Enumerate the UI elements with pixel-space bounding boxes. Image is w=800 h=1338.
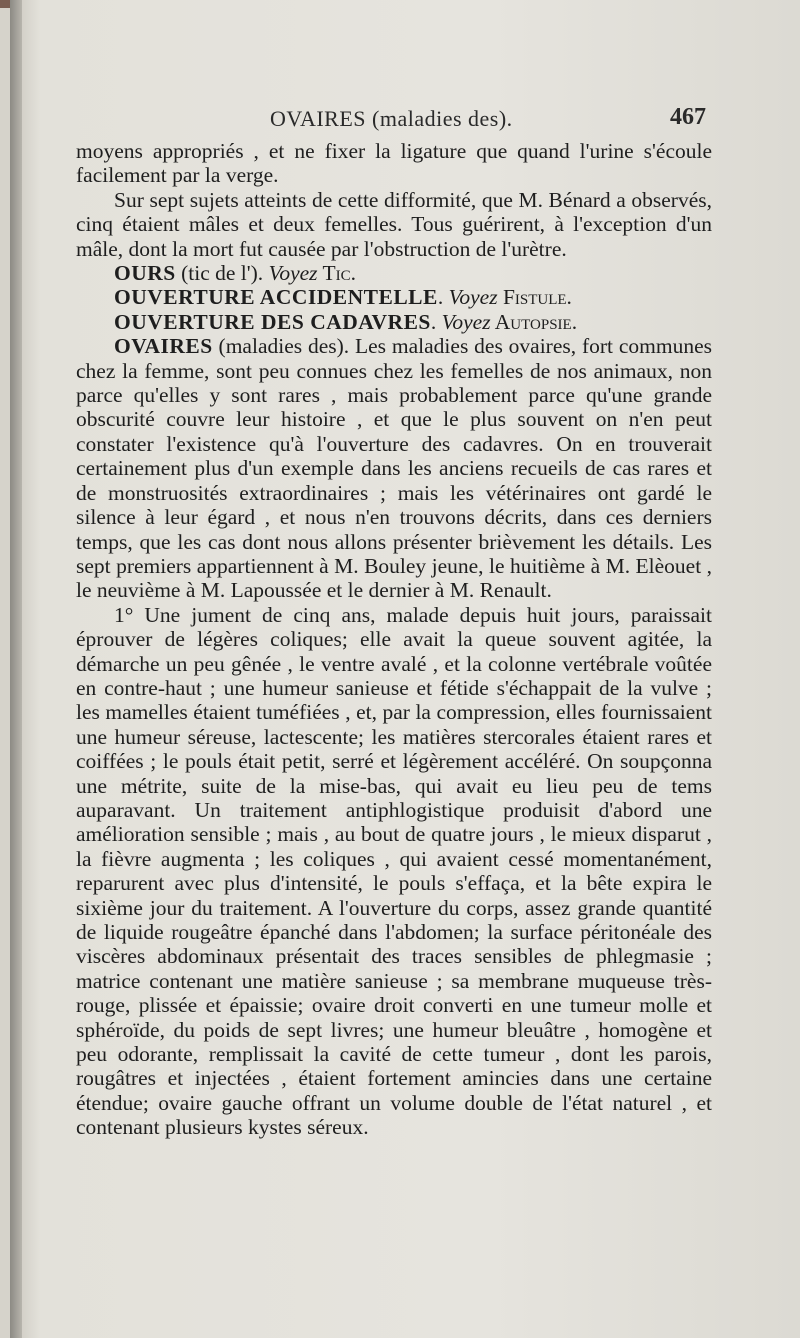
see-reference: Voyez — [441, 309, 491, 334]
paragraph-benard: Sur sept sujets atteints de cette difformité, que M. Bénard a observés, cinq étaient mâles et deux femelles. Tous guérirent, à l'exception d'un mâle, dont la mort fut causée par l'obstruction de l'urètre. — [76, 187, 712, 261]
entry-text: . — [430, 309, 442, 334]
cross-reference: Fistule. — [497, 285, 572, 310]
cross-reference: Autopsie. — [490, 309, 578, 334]
cross-reference: Tic. — [317, 261, 357, 286]
running-head: OVAIRES (maladies des). — [270, 106, 513, 131]
entry-text: . — [437, 285, 449, 310]
page-number: 467 — [670, 104, 706, 130]
book-spine-shadow — [10, 0, 22, 1338]
see-reference: Voyez — [448, 285, 498, 310]
entry-head: OURS — [114, 261, 176, 286]
entry-head: OUVERTURE ACCIDENTELLE — [114, 285, 438, 310]
entry-ours — [76, 261, 712, 285]
paragraph-case-one: 1° Une jument de cinq ans, malade depuis huit jours, paraissait éprouver de légères coliques; elle avait la queue souvent agitée, la démarche un peu gênée , le ventre avalé , et la colonne vertébrale voûtée en contre-haut ; une humeur sanieuse et fétide s'échappait de la vulve ; les mamelles étaient tuméfiées , et, par la compression, elles fournissaient une humeur séreuse, lactescente; les matières stercorales étaient rares et coiffées ; le pouls était petit, serré et légèrement accéléré. On soupçonna une métrite, suite de la mise-bas, qui avait eu lieu peu de tems auparavant. Un traitement antiphlogistique produisit d'abord une amélioration sensible ; mais , au bout de quatre jours , le mieux disparut , la fièvre augmenta ; les coliques , qui avaient cessé momentanément, reparurent avec plus d'intensité, le pouls s'effaça, et la bête expira le sixième jour du traitement. A l'ouverture du corps, assez grande quantité de liquide rougeâtre épanché dans l'abdomen; la surface péritonéale des viscères abdominaux présentait des traces sensibles de phlegmasie ; matrice contenant une matière sanieuse ; sa membrane muqueuse très-rouge, plissée et épaissie; ovaire droit converti en une tumeur molle et sphéroïde, du poids de sept livres; une humeur bleuâtre , homogène et peu odorante, remplissait la cavité de cette tumeur , dont les parois, rougâtres et injectées , étaient fortement amincies dans une certaine étendue; ovaire gauche offrant un volume double de l'état naturel , et contenant plusieurs kystes séreux. — [76, 602, 712, 1140]
paragraph-continuation: moyens appropriés , et ne fixer la ligature que quand l'urine s'écoule facilement par la verge. — [76, 139, 712, 188]
entry-text: (maladies des). Les maladies des ovaires, fort communes chez la femme, sont peu connues chez les femelles de nos animaux, non parce qu'elles y sont rares , mais probablement parce qu'une grande obscurité couvre leur histoire , et que le plus souvent on n'en peut constater l'existence qu'à l'ouverture des cadavres. On en trouverait certainement plus d'un exemple dans les anciens recueils de cas rares et de monstruosités extraordinaires ; mais les vétérinaires ont gardé le silence à leur égard , et nous n'en trouvons décrits, dans ces derniers temps, que les cas dont nous allons présenter brièvement les détails. Les sept premiers appartiennent à M. Bouley jeune, le huitième à M. Elèouet , le neuvième à M. Lapoussée et le dernier à M. Renault. — [76, 334, 712, 603]
entry-head: OVAIRES — [114, 334, 213, 359]
entry-ovaires — [76, 334, 712, 602]
entry-ouverture-accidentelle — [76, 285, 712, 309]
see-reference: Voyez — [268, 261, 318, 286]
body-text — [76, 139, 712, 1140]
page-header — [0, 104, 800, 138]
entry-ouverture-cadavres — [76, 310, 712, 334]
entry-head: OUVERTURE DES CADAVRES — [114, 309, 431, 334]
entry-text: (tic de l'). — [175, 261, 269, 286]
